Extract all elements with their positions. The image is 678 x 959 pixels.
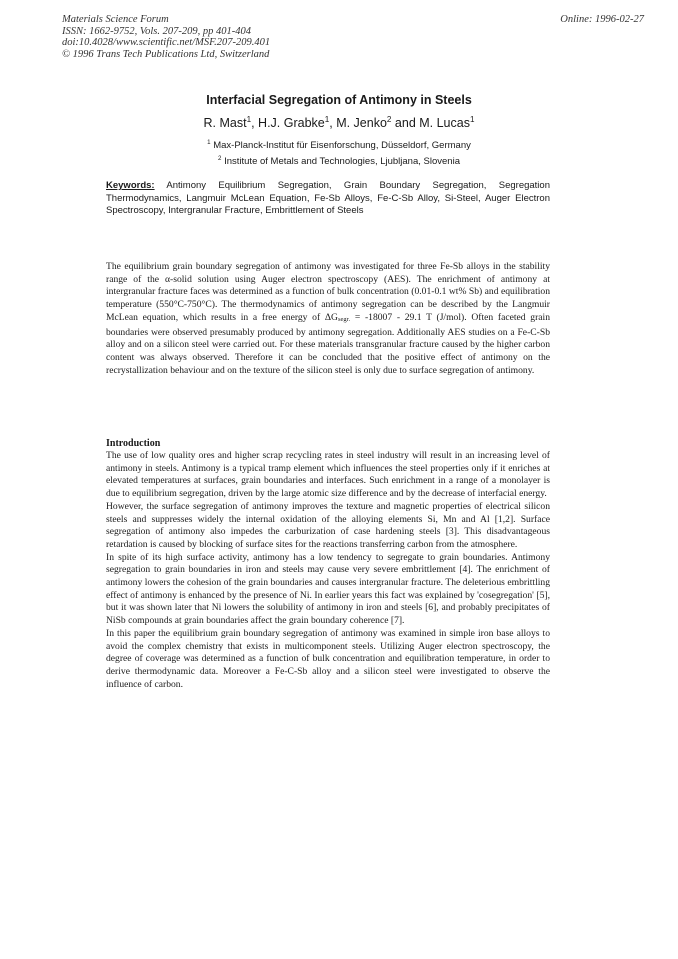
keywords-label: Keywords: xyxy=(106,180,155,191)
affiliation-2 xyxy=(0,156,678,167)
keywords-text: Antimony Equilibrium Segregation, Grain Boundary Segregation, Segregation Thermodynamics, Langmuir McLean Equation, Fe-Sb Alloys, Fe-C-Sb Alloy, Si-Steel, Auger Electron Spectroscopy, Intergranular Fracture, Embrittlement of Steels xyxy=(106,180,550,216)
author-affiliation-mark: 2 xyxy=(386,114,392,124)
affiliation-text: Institute of Metals and Technologies, Ljubljana, Slovenia xyxy=(224,156,460,167)
journal-name: Materials Science Forum xyxy=(62,14,169,25)
paper-title: Interfacial Segregation of Antimony in Steels xyxy=(206,93,472,107)
affiliation-number: 1 xyxy=(207,138,211,146)
doi-link[interactable]: doi:10.4028/www.scientific.net/MSF.207-209.401 xyxy=(62,37,271,48)
intro-paragraph: In spite of its high surface activity, antimony has a low tendency to segregate to grain boundaries. Antimony segregation to grain boundaries in iron and steels may cause very severe embrittlement [4]. The enrichment of antimony lowers the cohesion of the grain boundaries and causes intergranular fracture. The deleterious embrittling effect of antimony is enhanced by the presence of Ni. In earlier years this fact was explained by 'cosegregation' [5], but it was shown later that Ni lowers the solubility of antimony in iron and steels [6], and probably precipitates of NiSb compounds at grain boundaries affect the grain boundary coherence [7]. xyxy=(106,551,550,627)
author-name: M. Jenko xyxy=(336,116,387,130)
abstract-subscript: segr. xyxy=(338,315,351,323)
publication-info xyxy=(62,14,270,60)
author-affiliation-mark: 1 xyxy=(246,114,252,124)
abstract-text-1: The equilibrium grain boundary segregation of antimony was investigated for three Fe-Sb alloys in the stability range of the α-solid solution using Auger electron spectroscopy (AES). The enrichment of antimony at intergranular fracture faces was determined as a function of bulk concentration (0.01-0.1 wt% Sb) and equilibration temperature (550°C-750°C). The thermodynamics of antimony segregation can be described by the Langmuir McLean equation, which results in a free energy of ΔG xyxy=(106,261,550,323)
online-date: Online: 1996-02-27 xyxy=(560,14,644,25)
affiliation-1 xyxy=(0,140,678,151)
intro-paragraph: However, the surface segregation of antimony improves the texture and magnetic properties of electrical silicon steels and suppresses widely the internal oxidation of the alloying elements Si, Mn and Al [1,2]. Surface segregation of antimony also impedes the carburization of case hardening steels [3]. This disadvantageous retardation is caused by blocking of surface sites for the reactions transferring carbon from the atmosphere. xyxy=(106,500,550,550)
abstract-text-2: = -18007 - 29.1 T (J/mol). Often faceted grain boundaries were observed presumably produced by antimony segregation. Additionally AES studies on a Fe-C-Sb alloy and on a silicon steel were carried out. For these materials transgranular fracture caused by the higher carbon content was always observed. Therefore it can be concluded that the positive effect of antimony on the recrystallization behaviour and on the texture of the silicon steel is only due to surface segregation of antimony. xyxy=(106,311,551,376)
author-name: M. Lucas xyxy=(419,116,470,130)
intro-paragraph: In this paper the equilibrium grain boundary segregation of antimony was examined in simple iron base alloys to avoid the complex chemistry that exists in multicomponent steels. Utilizing Auger electron spectroscopy, the degree of coverage was determined as a function of bulk concentration and equilibration temperature, in order to derive thermodynamic data. Moreover a Fe-C-Sb alloy and a silicon steel were investigated to observe the influence of carbon. xyxy=(106,627,550,690)
introduction-heading: Introduction xyxy=(106,438,161,449)
affiliation-text: Max-Planck-Institut für Eisenforschung, Düsseldorf, Germany xyxy=(213,140,471,151)
issn-line: ISSN: 1662-9752, Vols. 207-209, pp 401-404 xyxy=(62,25,251,37)
author-name: R. Mast xyxy=(203,116,247,130)
introduction-body xyxy=(106,450,550,691)
author-affiliation-mark: 1 xyxy=(469,114,475,124)
copyright-line: © 1996 Trans Tech Publications Ltd, Switzerland xyxy=(62,48,270,60)
abstract xyxy=(106,261,550,377)
author-list xyxy=(0,116,678,130)
author-affiliation-mark: 1 xyxy=(324,114,330,124)
keywords xyxy=(106,180,550,218)
intro-paragraph: The use of low quality ores and higher scrap recycling rates in steel industry will result in an increasing level of antimony in steels. Antimony is a typical tramp element which influences the steel properties only if it enriches at elevated temperatures at surfaces, grain boundaries and interfaces. Such enrichment in a range of a monolayer is due to equilibrium segregation, driven by the large atomic size difference and by the decrease of interfacial energy. xyxy=(106,450,550,500)
author-name: H.J. Grabke xyxy=(258,116,325,130)
affiliation-number: 2 xyxy=(218,154,222,162)
author-separator: , xyxy=(251,116,259,130)
author-separator: and xyxy=(391,116,420,130)
author-separator: , xyxy=(329,116,337,130)
